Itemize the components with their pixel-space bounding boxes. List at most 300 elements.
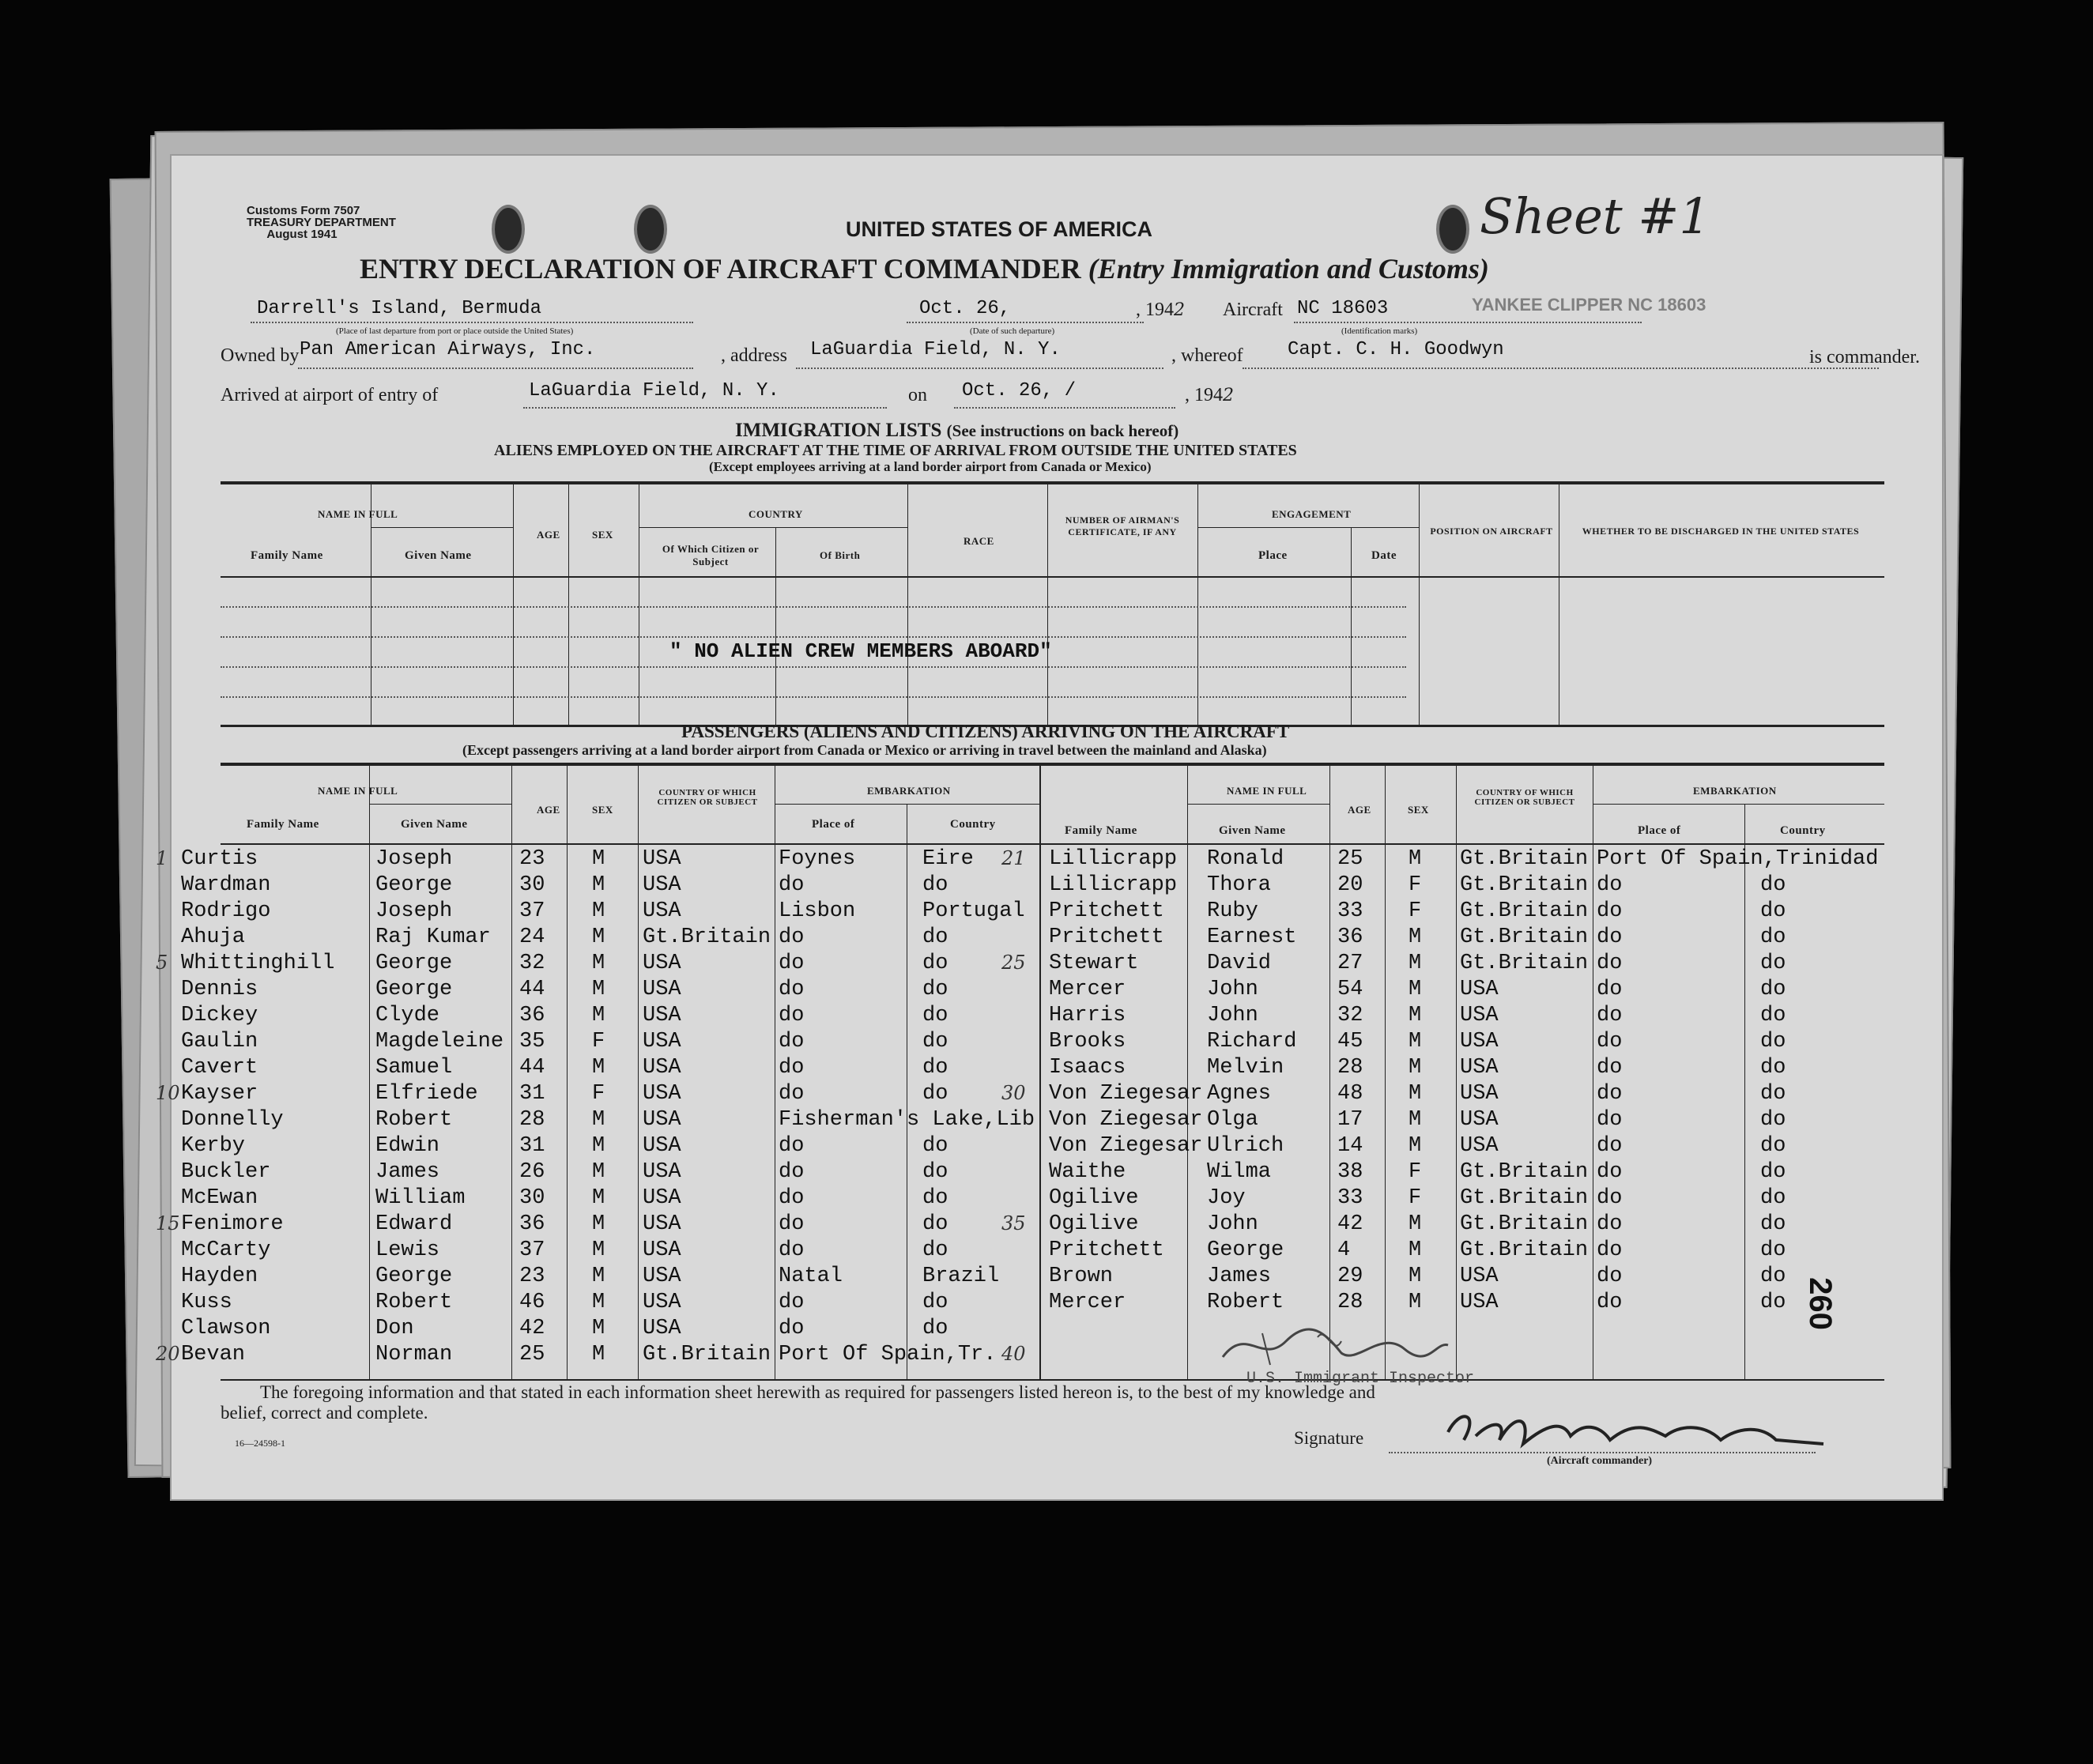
family-name-cell: Isaacs xyxy=(1049,1056,1126,1080)
sex-cell: M xyxy=(592,1317,605,1340)
arrival-date: Oct. 26, / xyxy=(962,380,1077,401)
family-name-cell: Mercer xyxy=(1049,978,1126,1001)
sex-cell: M xyxy=(592,847,605,871)
embark-place-cell: do xyxy=(779,1134,805,1158)
form-department: TREASURY DEPARTMENT xyxy=(247,216,396,229)
age-cell: 38 xyxy=(1337,1160,1363,1184)
family-name-cell: Pritchett xyxy=(1049,899,1164,923)
crew-header-age: AGE xyxy=(537,529,560,541)
embark-place-cell: do xyxy=(1597,1082,1623,1106)
pass-right-header-country: Country xyxy=(1780,824,1826,837)
age-cell: 45 xyxy=(1337,1030,1363,1054)
citizen-cell: USA xyxy=(643,1317,681,1340)
sex-cell: M xyxy=(592,1134,605,1158)
sex-cell: M xyxy=(1409,1056,1422,1080)
embark-country-cell: do xyxy=(1760,925,1786,949)
signature-label: Signature xyxy=(1294,1428,1364,1448)
citizen-cell: USA xyxy=(1460,1030,1499,1054)
crew-engagement-split xyxy=(1197,527,1419,528)
arrival-year-prefix: , 194 xyxy=(1185,385,1223,405)
is-commander-label: is commander. xyxy=(1809,347,1920,368)
citizen-cell: USA xyxy=(643,1238,681,1262)
crew-country-split xyxy=(639,527,907,528)
family-name-cell: Mercer xyxy=(1049,1291,1126,1314)
age-cell: 31 xyxy=(519,1082,545,1106)
given-name-cell: Elfriede xyxy=(375,1082,478,1106)
punch-hole-2 xyxy=(634,205,667,254)
family-name-cell: Brown xyxy=(1049,1265,1114,1288)
embark-place-cell: do xyxy=(1597,873,1623,897)
immigration-subnote: (Except employees arriving at a land border airport from Canada or Mexico) xyxy=(709,459,1152,474)
country-title: UNITED STATES OF AMERICA xyxy=(846,217,1152,241)
main-title-text: ENTRY DECLARATION OF AIRCRAFT COMMANDER xyxy=(360,253,1081,285)
family-name-cell: McEwan xyxy=(181,1186,258,1210)
crew-header-birth: Of Birth xyxy=(820,549,861,561)
embark-place-cell: do xyxy=(779,1056,805,1080)
age-cell: 42 xyxy=(1337,1212,1363,1236)
crew-header-engagement: ENGAGEMENT xyxy=(1272,508,1352,520)
embark-country-cell: Eire xyxy=(922,847,974,871)
pass-left-header-given: Given Name xyxy=(401,818,468,831)
citizen-cell: USA xyxy=(1460,1265,1499,1288)
crew-header-discharged: WHETHER TO BE DISCHARGED IN THE UNITED STATES xyxy=(1582,526,1860,537)
sex-cell: M xyxy=(1409,925,1422,949)
family-name-cell: Donnelly xyxy=(181,1108,284,1132)
pass-right-header-sex: SEX xyxy=(1408,804,1429,816)
age-cell: 35 xyxy=(519,1030,545,1054)
embark-country-cell: do xyxy=(1760,899,1786,923)
departure-place: Darrell's Island, Bermuda xyxy=(257,298,542,319)
citizen-cell: USA xyxy=(1460,1134,1499,1158)
embark-place-cell: do xyxy=(779,873,805,897)
embark-country-cell: do xyxy=(922,978,948,1001)
embark-country-cell: do xyxy=(1760,873,1786,897)
age-cell: 30 xyxy=(519,873,545,897)
pass-right-header-citizen: COUNTRY OF WHICH CITIZEN OR SUBJECT xyxy=(1474,788,1575,807)
sex-cell: M xyxy=(592,925,605,949)
given-name-cell: Ronald xyxy=(1207,847,1284,871)
family-name-cell: Waithe xyxy=(1049,1160,1126,1184)
pass-right-header-family: Family Name xyxy=(1065,824,1137,837)
sex-cell: M xyxy=(1409,1291,1422,1314)
age-cell: 37 xyxy=(519,899,545,923)
crew-header-sex: SEX xyxy=(592,529,613,541)
embark-country-cell: do xyxy=(1760,1108,1786,1132)
sex-cell: M xyxy=(592,1343,605,1366)
arrival-date-line xyxy=(954,407,1175,409)
departure-year-prefix: , 194 xyxy=(1136,300,1174,320)
sex-cell: M xyxy=(1409,1082,1422,1106)
arrived-label: Arrived at airport of entry of xyxy=(221,385,439,405)
inspector-signature xyxy=(1215,1317,1452,1373)
crew-header-airman-cert: NUMBER OF AIRMAN'S CERTIFICATE, IF ANY xyxy=(1065,514,1180,537)
arrival-airport: LaGuardia Field, N. Y. xyxy=(529,380,779,401)
given-name-cell: Ruby xyxy=(1207,899,1258,923)
given-name-cell: George xyxy=(375,978,453,1001)
embark-place-cell: do xyxy=(1597,952,1623,975)
given-name-cell: George xyxy=(375,873,453,897)
citizen-cell: USA xyxy=(643,1108,681,1132)
signature-caption: (Aircraft commander) xyxy=(1547,1455,1653,1467)
pass-left-header-age: AGE xyxy=(537,804,560,816)
sex-cell: M xyxy=(1409,1238,1422,1262)
citizen-cell: Gt.Britain xyxy=(1460,899,1589,923)
crew-note: " NO ALIEN CREW MEMBERS ABOARD" xyxy=(669,639,1052,663)
family-name-cell: Clawson xyxy=(181,1317,271,1340)
embark-country-cell: do xyxy=(1760,1265,1786,1288)
family-name-cell: Brooks xyxy=(1049,1030,1126,1054)
crew-blank-row-2 xyxy=(221,636,1406,638)
passengers-subnote: (Except passengers arriving at a land border airport from Canada or Mexico or arriving in travel between the mainland and Alaska) xyxy=(462,742,1267,758)
age-cell: 23 xyxy=(519,1265,545,1288)
sex-cell: M xyxy=(1409,1265,1422,1288)
citizen-cell: USA xyxy=(643,847,681,871)
citizen-cell: USA xyxy=(643,1291,681,1314)
embark-place-cell: do xyxy=(779,1160,805,1184)
embark-place-cell: Natal xyxy=(779,1265,843,1288)
family-name-cell: Gaulin xyxy=(181,1030,258,1054)
embark-country-cell: do xyxy=(922,1030,948,1054)
table-row xyxy=(172,873,1942,899)
age-cell: 14 xyxy=(1337,1134,1363,1158)
age-cell: 30 xyxy=(519,1186,545,1210)
family-name-cell: Wardman xyxy=(181,873,271,897)
age-cell: 33 xyxy=(1337,899,1363,923)
given-name-cell: David xyxy=(1207,952,1272,975)
family-name-cell: Harris xyxy=(1049,1004,1126,1027)
pass-right-name-split xyxy=(1187,804,1329,805)
row-number: 15 xyxy=(156,1212,180,1234)
family-name-cell: Rodrigo xyxy=(181,899,271,923)
pass-right-header-age: AGE xyxy=(1348,804,1371,816)
citizen-cell: USA xyxy=(1460,1291,1499,1314)
crew-blank-row-3 xyxy=(221,666,1406,668)
age-cell: 17 xyxy=(1337,1108,1363,1132)
family-name-cell: Kerby xyxy=(181,1134,246,1158)
aircraft-stamp: YANKEE CLIPPER NC 18603 xyxy=(1472,295,1706,315)
commander-line xyxy=(1243,368,1879,369)
sex-cell: M xyxy=(1409,952,1422,975)
age-cell: 48 xyxy=(1337,1082,1363,1106)
age-cell: 26 xyxy=(519,1160,545,1184)
citizen-cell: USA xyxy=(643,1212,681,1236)
crew-header-given: Given Name xyxy=(405,549,472,562)
sex-cell: F xyxy=(1409,873,1422,897)
family-name-cell: Whittinghill xyxy=(181,952,335,975)
embark-country-cell: do xyxy=(922,1134,948,1158)
embark-place-cell: Fisherman's Lake,Lib xyxy=(779,1108,1035,1132)
immigration-title xyxy=(735,420,1178,442)
given-name-cell: William xyxy=(375,1186,466,1210)
tally-mark: 30 xyxy=(1001,1082,1026,1104)
embark-place-cell: do xyxy=(1597,1238,1623,1262)
pass-table-bottom-rule xyxy=(221,1379,1884,1381)
immigration-title-note: (See instructions on back hereof) xyxy=(946,421,1179,440)
punch-hole-1 xyxy=(492,205,525,254)
table-row xyxy=(172,1186,1942,1212)
family-name-cell: Dennis xyxy=(181,978,258,1001)
age-cell: 23 xyxy=(519,847,545,871)
age-cell: 25 xyxy=(1337,847,1363,871)
table-row xyxy=(172,899,1942,925)
sex-cell: F xyxy=(1409,899,1422,923)
sex-cell: M xyxy=(592,978,605,1001)
citizen-cell: Gt.Britain xyxy=(1460,1160,1589,1184)
embark-place-cell: do xyxy=(779,1082,805,1106)
sex-cell: F xyxy=(1409,1186,1422,1210)
given-name-cell: George xyxy=(375,952,453,975)
table-row xyxy=(172,1030,1942,1056)
embark-place-cell: do xyxy=(1597,1265,1623,1288)
pass-table-header-rule xyxy=(221,843,1884,845)
age-cell: 28 xyxy=(1337,1291,1363,1314)
sex-cell: M xyxy=(592,1238,605,1262)
citizen-cell: USA xyxy=(643,978,681,1001)
whereof-label: , whereof xyxy=(1171,345,1243,366)
family-name-cell: Kayser xyxy=(181,1082,258,1106)
citizen-cell: USA xyxy=(643,1134,681,1158)
citizen-cell: USA xyxy=(643,1186,681,1210)
citizen-cell: USA xyxy=(1460,1056,1499,1080)
age-cell: 36 xyxy=(519,1212,545,1236)
pass-left-header-embarkation: EMBARKATION xyxy=(867,785,951,797)
citizen-cell: USA xyxy=(1460,1082,1499,1106)
embark-place-cell: do xyxy=(779,978,805,1001)
given-name-cell: Wilma xyxy=(1207,1160,1272,1184)
crew-header-race: RACE xyxy=(964,535,994,547)
age-cell: 28 xyxy=(1337,1056,1363,1080)
given-name-cell: George xyxy=(375,1265,453,1288)
address-label: , address xyxy=(721,345,787,366)
owned-by-label: Owned by xyxy=(221,345,300,366)
crew-header-name-in-full: NAME IN FULL xyxy=(318,508,398,520)
embark-place-cell: Port Of Spain,Tr. xyxy=(779,1343,997,1366)
embark-place-cell: do xyxy=(1597,978,1623,1001)
inspector-caption: U.S. Immigrant Inspector xyxy=(1246,1370,1475,1388)
embark-country-cell: Portugal xyxy=(922,899,1025,923)
departure-date-caption: (Date of such departure) xyxy=(970,326,1055,336)
sex-cell: M xyxy=(592,1108,605,1132)
embark-place-cell: do xyxy=(1597,1030,1623,1054)
citizen-cell: USA xyxy=(1460,1004,1499,1027)
embark-place-cell: do xyxy=(1597,899,1623,923)
crew-col-rule-3 xyxy=(568,483,569,726)
embark-country-cell: do xyxy=(1760,952,1786,975)
embark-country-cell: do xyxy=(922,925,948,949)
row-number: 5 xyxy=(156,952,168,974)
table-row xyxy=(172,1291,1942,1317)
citizen-cell: Gt.Britain xyxy=(643,925,771,949)
embark-country-cell: do xyxy=(922,1004,948,1027)
tally-mark: 40 xyxy=(1001,1343,1026,1365)
age-cell: 27 xyxy=(1337,952,1363,975)
given-name-cell: Edward xyxy=(375,1212,453,1236)
given-name-cell: Magdeleine xyxy=(375,1030,504,1054)
age-cell: 32 xyxy=(1337,1004,1363,1027)
sex-cell: M xyxy=(592,1004,605,1027)
embark-place-cell: do xyxy=(1597,1160,1623,1184)
sex-cell: M xyxy=(592,1291,605,1314)
given-name-cell: Clyde xyxy=(375,1004,440,1027)
crew-name-split xyxy=(371,527,513,528)
age-cell: 20 xyxy=(1337,873,1363,897)
family-name-cell: Stewart xyxy=(1049,952,1139,975)
embark-country-cell: do xyxy=(1760,978,1786,1001)
table-row xyxy=(172,952,1942,978)
given-name-cell: Ulrich xyxy=(1207,1134,1284,1158)
given-name-cell: George xyxy=(1207,1238,1284,1262)
given-name-cell: Samuel xyxy=(375,1056,453,1080)
crew-col-rule-6 xyxy=(907,483,908,726)
embark-place-cell: do xyxy=(779,1004,805,1027)
given-name-cell: Joy xyxy=(1207,1186,1246,1210)
family-name-cell: Kuss xyxy=(181,1291,232,1314)
citizen-cell: Gt.Britain xyxy=(1460,1212,1589,1236)
sex-cell: F xyxy=(592,1030,605,1054)
family-name-cell: Buckler xyxy=(181,1160,271,1184)
page-stamp: 260 xyxy=(1802,1277,1838,1330)
sex-cell: M xyxy=(592,1265,605,1288)
declaration-text: The foregoing information and that stated in each information sheet herewith as required for passengers listed hereon is, to the best of my knowledge and xyxy=(260,1382,1375,1402)
given-name-cell: Thora xyxy=(1207,873,1272,897)
age-cell: 44 xyxy=(519,978,545,1001)
given-name-cell: Joseph xyxy=(375,847,453,871)
table-row xyxy=(172,1238,1942,1265)
embark-place-cell: do xyxy=(779,952,805,975)
family-name-cell: Ogilive xyxy=(1049,1186,1139,1210)
embark-place-cell: do xyxy=(1597,1291,1623,1314)
citizen-cell: USA xyxy=(643,1004,681,1027)
table-row xyxy=(172,1108,1942,1134)
form-number: Customs Form 7507 xyxy=(247,204,360,217)
given-name-cell: James xyxy=(1207,1265,1272,1288)
aircraft-label: Aircraft xyxy=(1223,300,1283,320)
embark-country-cell: do xyxy=(922,1291,948,1314)
citizen-cell: Gt.Britain xyxy=(1460,925,1589,949)
age-cell: 37 xyxy=(519,1238,545,1262)
family-name-cell: Lillicrapp xyxy=(1049,847,1178,871)
age-cell: 25 xyxy=(519,1343,545,1366)
immigration-title-text: IMMIGRATION LISTS xyxy=(735,420,942,441)
embark-place-cell: do xyxy=(779,1212,805,1236)
pass-left-header-country: Country xyxy=(950,818,996,831)
citizen-cell: Gt.Britain xyxy=(643,1343,771,1366)
embark-country-cell: do xyxy=(1760,1030,1786,1054)
row-number: 10 xyxy=(156,1082,180,1104)
crew-col-rule-10 xyxy=(1419,483,1420,726)
citizen-cell: USA xyxy=(643,873,681,897)
departure-place-line xyxy=(251,322,693,323)
embark-country-cell: do xyxy=(1760,1291,1786,1314)
pass-right-header-given: Given Name xyxy=(1219,824,1286,837)
crew-table-header-rule xyxy=(221,576,1884,578)
age-cell: 36 xyxy=(519,1004,545,1027)
age-cell: 32 xyxy=(519,952,545,975)
family-name-cell: Dickey xyxy=(181,1004,258,1027)
sex-cell: M xyxy=(592,952,605,975)
crew-header-place: Place xyxy=(1258,549,1288,562)
sex-cell: M xyxy=(1409,1212,1422,1236)
embark-place-cell: do xyxy=(1597,1186,1623,1210)
family-name-cell: Von Ziegesar xyxy=(1049,1108,1203,1132)
given-name-cell: John xyxy=(1207,1212,1258,1236)
family-name-cell: Bevan xyxy=(181,1343,246,1366)
given-name-cell: Joseph xyxy=(375,899,453,923)
sex-cell: M xyxy=(1409,1108,1422,1132)
departure-date: Oct. 26, xyxy=(919,298,1011,319)
passengers-title: PASSENGERS (ALIENS AND CITIZENS) ARRIVING ON THE AIRCRAFT xyxy=(681,722,1290,741)
pass-table-top-rule xyxy=(221,763,1884,766)
print-code: 16—24598-1 xyxy=(235,1438,285,1449)
embark-place-cell: do xyxy=(1597,1108,1623,1132)
table-row xyxy=(172,847,1942,873)
embark-country-cell: do xyxy=(1760,1134,1786,1158)
pass-right-header-place-of: Place of xyxy=(1638,824,1681,837)
citizen-cell: Gt.Britain xyxy=(1460,952,1589,975)
family-name-cell: Von Ziegesar xyxy=(1049,1134,1203,1158)
citizen-cell: USA xyxy=(643,899,681,923)
given-name-cell: Earnest xyxy=(1207,925,1297,949)
crew-header-date: Date xyxy=(1371,549,1397,562)
sex-cell: M xyxy=(1409,978,1422,1001)
embark-country-cell: do xyxy=(1760,1160,1786,1184)
embark-place-cell: do xyxy=(779,925,805,949)
table-row xyxy=(172,1056,1942,1082)
crew-header-family: Family Name xyxy=(251,549,323,562)
declaration-text-2: belief, correct and complete. xyxy=(221,1403,428,1423)
embark-place-cell: do xyxy=(779,1291,805,1314)
form-date: August 1941 xyxy=(266,228,338,241)
citizen-cell: USA xyxy=(643,1265,681,1288)
embark-place-cell: Foynes xyxy=(779,847,856,871)
citizen-cell: Gt.Britain xyxy=(1460,1238,1589,1262)
age-cell: 29 xyxy=(1337,1265,1363,1288)
immigration-subtitle: ALIENS EMPLOYED ON THE AIRCRAFT AT THE TIME OF ARRIVAL FROM OUTSIDE THE UNITED STATES xyxy=(494,442,1297,459)
age-cell: 46 xyxy=(519,1291,545,1314)
citizen-cell: USA xyxy=(1460,1108,1499,1132)
citizen-cell: USA xyxy=(1460,978,1499,1001)
embark-place-cell: Port Of Spain,Trinidad xyxy=(1597,847,1879,871)
embark-place-cell: do xyxy=(1597,1004,1623,1027)
table-row xyxy=(172,1265,1942,1291)
embark-country-cell: do xyxy=(922,1238,948,1262)
family-name-cell: Ogilive xyxy=(1049,1212,1139,1236)
tally-mark: 21 xyxy=(1001,847,1026,869)
citizen-cell: USA xyxy=(643,1082,681,1106)
family-name-cell: Pritchett xyxy=(1049,1238,1164,1262)
table-row xyxy=(172,1212,1942,1238)
pass-left-header-citizen: COUNTRY OF WHICH CITIZEN OR SUBJECT xyxy=(657,788,758,807)
embark-country-cell: Brazil xyxy=(922,1265,1000,1288)
age-cell: 33 xyxy=(1337,1186,1363,1210)
pass-right-header-name-in-full: NAME IN FULL xyxy=(1227,785,1307,797)
address-line xyxy=(796,368,1163,369)
crew-col-rule-7 xyxy=(1047,483,1048,726)
embark-country-cell: do xyxy=(1760,1056,1786,1080)
table-row xyxy=(172,1004,1942,1030)
given-name-cell: Robert xyxy=(375,1108,453,1132)
row-number: 1 xyxy=(156,847,168,869)
sex-cell: M xyxy=(592,899,605,923)
citizen-cell: USA xyxy=(643,1160,681,1184)
address: LaGuardia Field, N. Y. xyxy=(810,339,1061,360)
sex-cell: M xyxy=(592,873,605,897)
sex-cell: M xyxy=(1409,847,1422,871)
table-row xyxy=(172,1134,1942,1160)
embark-country-cell: do xyxy=(1760,1082,1786,1106)
sex-cell: M xyxy=(592,1212,605,1236)
on-label: on xyxy=(908,385,927,405)
